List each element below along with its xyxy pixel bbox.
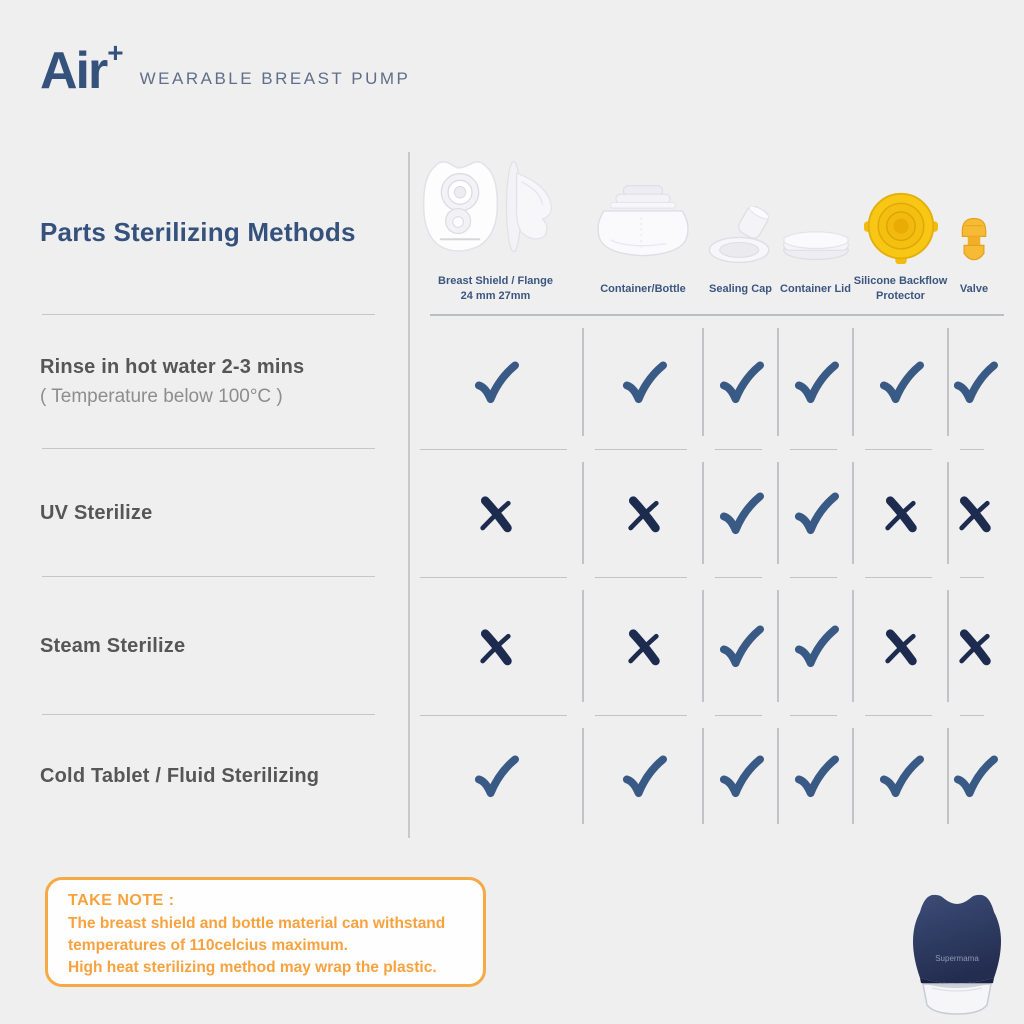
check-icon xyxy=(717,753,764,800)
cross-icon xyxy=(623,626,664,667)
matrix-cell xyxy=(703,315,778,449)
matrix-cell xyxy=(778,315,853,449)
column-header-label: Sealing Cap xyxy=(709,282,772,295)
container-lid-icon xyxy=(779,218,853,266)
column-header-valve xyxy=(948,150,1000,315)
matrix-cell xyxy=(703,577,778,715)
cross-icon xyxy=(954,626,995,667)
cross-icon xyxy=(623,493,664,534)
note-line: temperatures of 110celcius maximum. xyxy=(68,937,348,954)
check-icon xyxy=(792,490,839,537)
matrix-cell xyxy=(853,577,948,715)
matrix-cell xyxy=(583,449,703,577)
column-header-label: Breast Shield / Flange 24 mm 27mm xyxy=(438,275,553,302)
matrix-cell xyxy=(408,715,583,837)
cross-icon xyxy=(475,626,516,667)
note-title: TAKE NOTE : xyxy=(68,892,175,909)
matrix-cell xyxy=(853,715,948,837)
breast-shield-icon xyxy=(414,154,577,266)
matrix-cell xyxy=(778,449,853,577)
row-label-text: Rinse in hot water 2-3 mins xyxy=(40,356,305,378)
row-label-text: Cold Tablet / Fluid Sterilizing xyxy=(40,764,320,787)
pump-device-image xyxy=(896,882,1018,1018)
row-label-uv-sterilize xyxy=(40,449,408,577)
container-bottle-icon xyxy=(582,182,704,266)
column-header-sealing-cap xyxy=(703,150,778,315)
row-sublabel-text: ( Temperature below 100°C ) xyxy=(40,386,283,407)
matrix-cell xyxy=(948,715,1000,837)
matrix-cell xyxy=(583,315,703,449)
check-icon xyxy=(877,753,924,800)
row-label-text: UV Sterilize xyxy=(40,501,153,524)
matrix-cell xyxy=(408,449,583,577)
page-title: Parts Sterilizing Methods xyxy=(40,217,356,247)
check-icon xyxy=(792,753,839,800)
matrix-cell xyxy=(703,449,778,577)
silicone-backflow-protector-icon xyxy=(864,190,938,266)
logo-plus: + xyxy=(107,37,124,68)
note-line: High heat sterilizing method may wrap the plastic. xyxy=(68,959,437,976)
note-line: The breast shield and bottle material can withstand xyxy=(68,915,446,932)
column-header-container-lid xyxy=(778,150,853,315)
sterilization-matrix xyxy=(40,150,1000,837)
matrix-cell xyxy=(583,715,703,837)
take-note-box xyxy=(45,877,486,987)
matrix-cell xyxy=(408,577,583,715)
check-icon xyxy=(792,359,839,406)
check-icon xyxy=(620,359,667,406)
sealing-cap-icon xyxy=(702,206,780,266)
column-header-label: Valve xyxy=(959,282,989,295)
matrix-cell xyxy=(703,715,778,837)
matrix-cell xyxy=(778,577,853,715)
cross-icon xyxy=(880,493,921,534)
check-icon xyxy=(951,359,998,406)
check-icon xyxy=(472,753,519,800)
logo-text: Air xyxy=(40,42,107,100)
brand-tagline: WEARABLE BREAST PUMP xyxy=(139,69,411,89)
check-icon xyxy=(472,359,519,406)
check-icon xyxy=(717,623,764,670)
brand-header xyxy=(40,37,411,100)
check-icon xyxy=(877,359,924,406)
valve-icon xyxy=(954,214,994,266)
column-header-label: Container Lid xyxy=(780,282,851,295)
row-label-rinse xyxy=(40,315,408,449)
column-header-silicone-backflow-protector xyxy=(853,150,948,315)
column-header-label: Container/Bottle xyxy=(600,282,686,295)
matrix-cell xyxy=(583,577,703,715)
check-icon xyxy=(717,359,764,406)
matrix-cell xyxy=(948,449,1000,577)
matrix-cell xyxy=(778,715,853,837)
matrix-cell xyxy=(948,577,1000,715)
check-icon xyxy=(620,753,667,800)
column-header-container-bottle xyxy=(583,150,703,315)
matrix-cell xyxy=(408,315,583,449)
row-label-steam-sterilize xyxy=(40,577,408,715)
cross-icon xyxy=(475,493,516,534)
column-header-breast-shield xyxy=(408,150,583,315)
matrix-cell xyxy=(853,315,948,449)
check-icon xyxy=(792,623,839,670)
check-icon xyxy=(951,753,998,800)
check-icon xyxy=(717,490,764,537)
brand-logo xyxy=(40,37,124,100)
column-header-label: Silicone Backflow Protector xyxy=(853,275,948,302)
device-brand-text: Supermama xyxy=(935,954,979,963)
cross-icon xyxy=(880,626,921,667)
cross-icon xyxy=(954,493,995,534)
title-cell xyxy=(40,150,408,315)
matrix-cell xyxy=(948,315,1000,449)
matrix-cell xyxy=(853,449,948,577)
row-label-cold-tablet xyxy=(40,715,408,837)
row-label-text: Steam Sterilize xyxy=(40,634,186,657)
